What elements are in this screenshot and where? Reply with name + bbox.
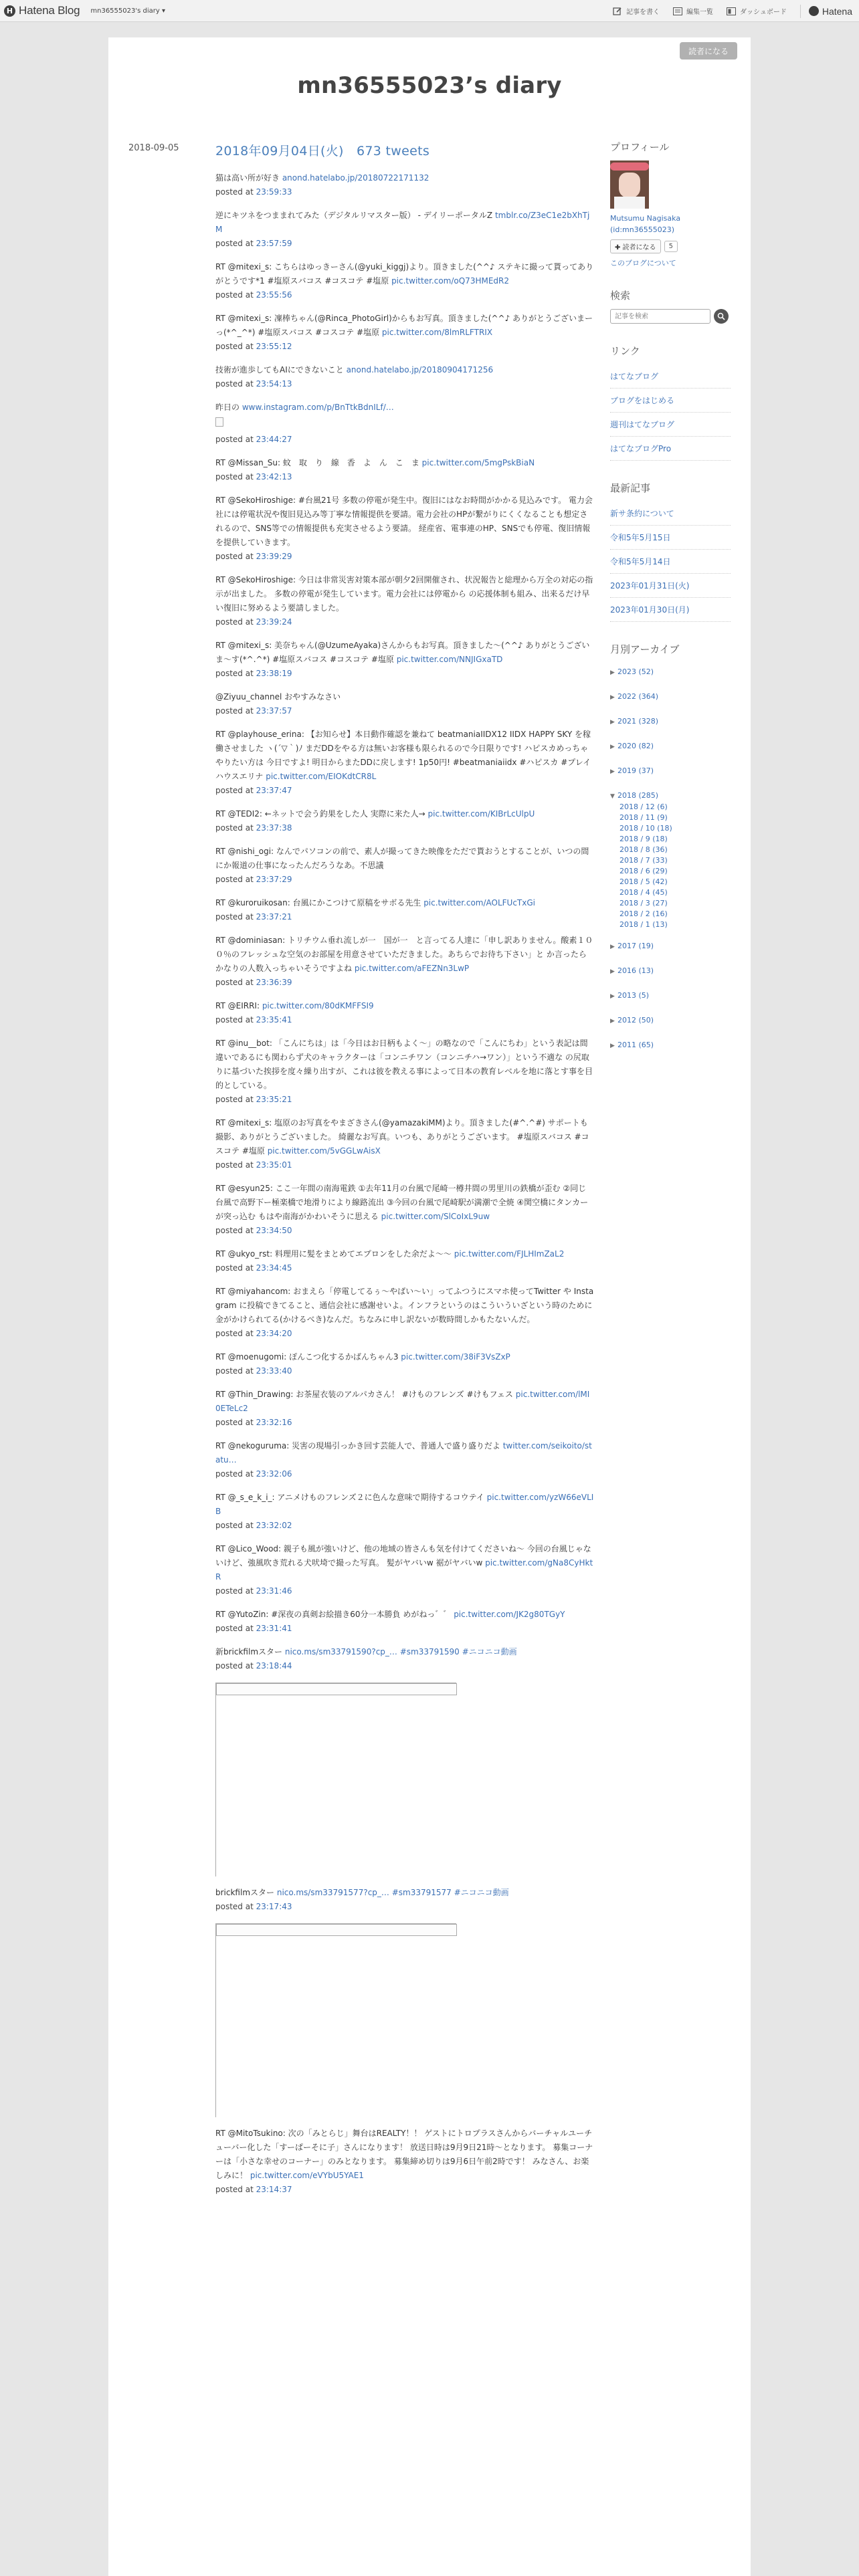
archive-month-link[interactable]: 2018 / 6 (29) (619, 867, 668, 875)
sidebar-link[interactable]: はてなブログ (610, 364, 731, 389)
tweet-text: @Ziyuu_channel おやすみなさい (215, 692, 341, 702)
tweet-link[interactable]: pic.twitter.com/5mgPskBiaN (421, 458, 535, 467)
recent-entry-link[interactable]: 2023年01月30日(月) (610, 598, 731, 622)
blog-selector[interactable]: mn36555023's diary ▾ (90, 7, 165, 15)
caret-right-icon[interactable]: ▶ (610, 1043, 615, 1049)
search-title: 検索 (610, 290, 631, 302)
tweet-text: RT @kuroruikosan: 台風にかこつけて原稿をサボる先生 (215, 898, 424, 907)
tweet-item (215, 260, 594, 302)
profile-id[interactable]: (id:mn36555023) (610, 225, 675, 234)
edit-list-button[interactable] (673, 6, 713, 16)
avatar[interactable] (610, 160, 649, 209)
hatena-logo-icon: H (4, 5, 15, 17)
archive-month-link[interactable]: 2018 / 8 (36) (619, 845, 668, 854)
search-row (610, 309, 731, 324)
tweet-text: RT @TEDI2: ←ネットで会う釣果をした人 実際に来た人→ (215, 809, 428, 819)
tweet-timestamp[interactable]: 23:37:21 (256, 912, 292, 922)
posted-label: posted at (215, 290, 256, 300)
tweet-link[interactable]: nico.ms/sm33791577?cp_… #sm33791577 #ニコニコ動画 (276, 1888, 509, 1897)
tweet-text: RT @Lico_Wood: 親子も風が強いけど、他の地域の皆さんも気を付けてくださいね〜 今回の台風じゃないけど、強風吹き荒れる犬吠埼で撮った写真。 髪がヤバいw 裾がヤバいw (215, 1544, 591, 1568)
tweet-text: RT @SekoHiroshige: 今日は非常災害対策本部が朝夕2回開催され、状況報告と総理から万全の対応の指示が出ました。 多数の停電が発生しています。電力会社には停電から の応援体制も組み、出来るだけ早い復旧に努めるよう要請しました。 (215, 575, 593, 613)
caret-right-icon[interactable]: ▶ (610, 1018, 615, 1025)
archive-year-label[interactable]: 2022 (364) (617, 692, 659, 701)
tweet-item (215, 1388, 594, 1430)
archive-year[interactable] (610, 1036, 731, 1061)
posted-label: posted at (215, 1226, 256, 1235)
archive-month-link[interactable]: 2018 / 10 (18) (619, 824, 672, 833)
tweet-link[interactable]: pic.twitter.com/JK2g80TGyY (454, 1610, 565, 1619)
posted-label: posted at (215, 1521, 256, 1530)
tweet-text: RT @mitexi_s: 凜棒ちゃん(@Rinca_PhotoGirl)からもお写真。頂きました(^^♪ ありがとうございまーっ(*^_^*) #塩原スバコス #コスコテ #塩原 (215, 314, 593, 337)
tweet-text: brickfilmスター (215, 1888, 277, 1897)
tweet-item (215, 2127, 594, 2197)
about-blog-link[interactable]: このブログについて (610, 259, 676, 267)
edit-list-label: 編集一覧 (686, 9, 714, 16)
tweet-link[interactable]: pic.twitter.com/5vGGLwAisX (267, 1146, 381, 1156)
recent-entry-link[interactable]: 2023年01月31日(火) (610, 574, 731, 598)
posted-label: posted at (215, 472, 256, 481)
posted-label: posted at (215, 786, 256, 795)
caret-down-icon[interactable]: ▼ (610, 793, 615, 800)
tweet-item (215, 1037, 594, 1107)
posted-label: posted at (215, 552, 256, 561)
tweet-timestamp[interactable]: 23:33:40 (256, 1366, 292, 1376)
tweet-link[interactable]: pic.twitter.com/KIBrLcUlpU (427, 809, 535, 819)
sidebar (610, 140, 731, 1081)
tweet-text: 逆にキツネをつままれてみた（デジタルリマスター版） - デイリーポータルZ (215, 211, 495, 220)
tweet-link[interactable]: pic.twitter.com/aFEZNn3LwP (354, 964, 470, 973)
archive-month-link[interactable]: 2018 / 3 (27) (619, 899, 668, 907)
tweet-item (215, 1491, 594, 1533)
tweet-text: RT @YutoZin: #深夜の真剣お絵描き60分一本勝負 めがねっ゛゛ (215, 1610, 454, 1619)
tweet-text: RT @_s_e_k_i_: アニメけものフレンズ２に色んな意味で期待するコウテイ (215, 1493, 487, 1502)
tweet-item (215, 494, 594, 564)
posted-label: posted at (215, 435, 256, 444)
archive-year-label[interactable]: 2016 (13) (617, 966, 654, 975)
tweet-text: 昨日の (215, 403, 242, 412)
tweet-link[interactable]: pic.twitter.com/8lmRLFTRIX (381, 328, 493, 337)
posted-label: posted at (215, 1418, 256, 1427)
posted-label: posted at (215, 1469, 256, 1479)
posted-label: posted at (215, 1263, 256, 1273)
tweet-link[interactable]: anond.hatelabo.jp/20180904171256 (346, 365, 494, 374)
archive-month-link[interactable]: 2018 / 7 (33) (619, 856, 668, 865)
tweet-text: RT @SekoHiroshige: #台風21号 多数の停電が発生中。復旧にはなお時間がかかる見込みです。 電力会社には停電状況や復旧見込み等丁寧な情報提供を要請。電力会社のHPが繋がりにくくなることも想定されるので、SNS等での情報提供も充実させるよう要請。 経産省、電事連のHP、SNSでも停電、復旧情報を提供していきます。 (215, 496, 593, 547)
posted-label: posted at (215, 669, 256, 678)
links-title: リンク (610, 345, 640, 357)
tweet-item (215, 807, 594, 835)
tweet-timestamp[interactable]: 23:44:27 (256, 435, 292, 444)
archive-year-label[interactable]: 2021 (328) (617, 717, 659, 726)
search-module (610, 288, 731, 324)
caret-right-icon[interactable]: ▶ (610, 669, 615, 676)
tweet-link[interactable]: pic.twitter.com/AOLFUcTxGi (423, 898, 535, 907)
blog-container (108, 37, 751, 2576)
tweet-item (215, 934, 594, 990)
caret-right-icon[interactable]: ▶ (610, 719, 615, 726)
caret-right-icon[interactable]: ▶ (610, 744, 615, 750)
tweet-timestamp[interactable]: 23:36:39 (256, 978, 292, 987)
recent-entry-link[interactable]: 令和5年5月14日 (610, 550, 731, 574)
tweet-text: 技術が進歩してもAIにできないこと (215, 365, 347, 374)
tweet-timestamp[interactable]: 23:32:02 (256, 1521, 292, 1530)
posted-label: posted at (215, 2185, 256, 2194)
tweet-text: RT @moenugomi: ぽんこつ化するかばんちゃん3 (215, 1352, 401, 1362)
tweet-timestamp[interactable]: 23:54:13 (256, 379, 292, 389)
archive-month-link[interactable]: 2018 / 4 (45) (619, 888, 668, 897)
posted-label: posted at (215, 823, 256, 833)
posted-label: posted at (215, 342, 256, 351)
tweet-item (215, 1886, 594, 1914)
tweet-timestamp[interactable]: 23:37:57 (256, 706, 292, 716)
archive-year[interactable] (610, 737, 731, 762)
tweet-item (215, 728, 594, 798)
tweet-link[interactable]: pic.twitter.com/eVYbU5YAE1 (250, 2171, 364, 2180)
posted-label: posted at (215, 379, 256, 389)
tweet-timestamp[interactable]: 23:39:24 (256, 617, 292, 627)
divider (800, 5, 801, 18)
embedded-video-frame[interactable] (215, 1683, 456, 1876)
tweet-item (215, 363, 594, 391)
tweet-item (215, 1247, 594, 1275)
posted-label: posted at (215, 912, 256, 922)
embedded-frame-bar (216, 1924, 457, 1936)
list-icon (673, 7, 682, 15)
tweet-timestamp[interactable]: 23:32:16 (256, 1418, 292, 1427)
sidebar-link[interactable]: はてなブログPro (610, 437, 731, 461)
brand-name: Hatena Blog (19, 4, 80, 17)
profile-title: プロフィール (610, 141, 670, 153)
tweet-item (215, 1116, 594, 1172)
tweet-text: RT @MitoTsukino: 次の「みとらじ」舞台はREALTY！！ ゲストにトロプラスさんからバーチャルユーチューバー化した「すーぱーそに子」さんになります！ 放送日時は9月9日21時〜となります。 募集コーナーは「小さな幸せのコーナー」のみとなります。 募集締め切りは9月6日午前2時です！ みなさん、お楽しみに！ (215, 2129, 593, 2180)
search-icon (717, 312, 725, 320)
sidebar-subscribe-button[interactable]: ✚ 読者になる (610, 239, 661, 253)
blog-title[interactable]: mn36555023’s diary (297, 72, 562, 99)
tweet-timestamp[interactable]: 23:31:41 (256, 1624, 292, 1633)
subscribe-button[interactable]: 読者になる (680, 42, 737, 60)
tweet-item (215, 1608, 594, 1636)
tweet-timestamp[interactable]: 23:37:38 (256, 823, 292, 833)
tweet-item (215, 999, 594, 1027)
archive-title: 月別アーカイブ (610, 643, 680, 655)
recent-list (610, 502, 731, 622)
tweet-text: RT @esyun25: ここ一年間の南海電鉄 ①去年11月の台風で尾崎一樽井間の男里川の鉄橋が歪む ②同じ台風で高野下ー極楽橋で地滑りにより線路流出 ③今回の台風で尾崎駅が満潮で全焼 ④関空橋にタンカーが突っ込む もはや南海がかわいそうに思える (215, 1184, 589, 1221)
tweet-list (215, 171, 594, 2197)
sidebar-link[interactable]: 週刊はてなブログ (610, 413, 731, 437)
tweet-link[interactable]: tmblr.co/Z3eC1e2bXhTjM (215, 211, 590, 234)
tweet-timestamp[interactable]: 23:55:56 (256, 290, 292, 300)
tweet-item (215, 456, 594, 484)
tweet-item (215, 690, 594, 718)
global-header (0, 0, 859, 22)
embedded-video-frame[interactable] (215, 1923, 456, 2117)
caret-right-icon[interactable]: ▶ (610, 694, 615, 701)
tweet-timestamp[interactable]: 23:57:59 (256, 239, 292, 248)
tweet-item (215, 573, 594, 629)
tweet-timestamp[interactable]: 23:42:13 (256, 472, 292, 481)
tweet-item (215, 312, 594, 354)
tweet-item (215, 896, 594, 924)
posted-label: posted at (215, 1015, 256, 1025)
archive-module (610, 642, 731, 1061)
tweet-link[interactable]: pic.twitter.com/SlCoIxL9uw (381, 1212, 490, 1221)
posted-label: posted at (215, 617, 256, 627)
posted-label: posted at (215, 1329, 256, 1338)
write-entry-button[interactable] (613, 6, 660, 16)
hatena-account-button[interactable] (809, 6, 852, 17)
archive-year[interactable] (610, 962, 731, 986)
profile-name[interactable]: Mutsumu Nagisaka (610, 214, 681, 223)
posted-label: posted at (215, 187, 256, 197)
entry-date: 2018-09-05 (128, 143, 179, 153)
tweet-timestamp[interactable]: 23:35:01 (256, 1160, 292, 1170)
tweet-timestamp[interactable]: 23:17:43 (256, 1902, 292, 1911)
tweet-text: RT @dominiasan: トリチウム垂れ流しが一 国が一 と言ってる人達に「申し訳ありません。酸素１００％のフレッシュな空気のお部屋を用意させていただきました。あちらでお待ち下さい」と か言ったらかなりの人数入っちゃいそうですよね (215, 936, 593, 973)
tweet-link[interactable]: pic.twitter.com/lMI0ETeLc2 (215, 1390, 590, 1413)
posted-label: posted at (215, 875, 256, 884)
tweet-link[interactable]: pic.twitter.com/yzW66eVLIB (215, 1493, 594, 1516)
tweet-link[interactable]: pic.twitter.com/80dKMFFSI9 (262, 1001, 374, 1010)
archive-year-label[interactable]: 2018 (285) (617, 791, 659, 800)
embedded-frame-bar (216, 1683, 457, 1695)
posted-label: posted at (215, 1624, 256, 1633)
account-label: Hatena (822, 5, 852, 17)
tweet-timestamp[interactable]: 23:34:45 (256, 1263, 292, 1273)
tweet-timestamp[interactable]: 23:34:20 (256, 1329, 292, 1338)
archive-list (610, 663, 731, 1061)
posted-label: posted at (215, 1160, 256, 1170)
archive-month-link[interactable]: 2018 / 12 (6) (619, 802, 668, 811)
posted-label: posted at (215, 1586, 256, 1596)
entry-content (215, 141, 594, 2206)
archive-year[interactable] (610, 786, 731, 937)
entry-title[interactable]: 2018年09月04日(火) 673 tweets (215, 144, 430, 158)
archive-year[interactable] (610, 663, 731, 687)
tweet-link[interactable]: anond.hatelabo.jp/20180722171132 (282, 173, 430, 183)
posted-label: posted at (215, 1366, 256, 1376)
posted-label: posted at (215, 1902, 256, 1911)
tweet-timestamp[interactable]: 23:37:47 (256, 786, 292, 795)
tweet-link[interactable]: pic.twitter.com/gNa8CyHktR (215, 1558, 593, 1582)
tweet-text: RT @mitexi_s: こちらはゆっきーさん(@yuki_kiggj)より。頂きました(^^♪ ステキに撮って貰ってありがとうです*1 #塩原スバコス #コスコテ #塩原 (215, 262, 594, 286)
tweet-link[interactable]: pic.twitter.com/NNJIGxaTD (396, 655, 503, 664)
archive-year-label[interactable]: 2011 (65) (617, 1041, 654, 1049)
archive-year[interactable] (610, 937, 731, 962)
tweet-timestamp[interactable]: 23:37:29 (256, 875, 292, 884)
archive-year-label[interactable]: 2023 (52) (617, 667, 654, 676)
posted-label: posted at (215, 1661, 256, 1671)
archive-months (619, 802, 731, 930)
tweet-link[interactable]: pic.twitter.com/FJLHImZaL2 (454, 1249, 565, 1259)
tweet-text: RT @ukyo_rst: 料理用に髪をまとめてエプロンをした余だよ〜〜 (215, 1249, 454, 1259)
tweet-item (215, 209, 594, 251)
tweet-item (215, 1285, 594, 1341)
search-button[interactable] (714, 309, 729, 324)
tweet-text: RT @mitexi_s: 塩原のお写真をやまざきさん(@yamazakiMM)より。頂きました(#^.^#) サポートも撮影、ありがとうございました。 綺麗なお写真。いつも、ありがとうございます。 #塩原スバコス #コスコテ #塩原 (215, 1118, 589, 1156)
caret-right-icon[interactable]: ▶ (610, 968, 615, 975)
tweet-text: RT @nishi_ogi: なんでパソコンの前で、素人が撮ってきた映像をただで貰おうとすることが、いつの間にか報道の仕事になったんだろうなあ。不思議 (215, 847, 589, 870)
tweet-item (215, 1542, 594, 1598)
pencil-icon (613, 7, 622, 16)
caret-right-icon[interactable]: ▶ (610, 768, 615, 775)
tweet-timestamp[interactable]: 23:35:21 (256, 1095, 292, 1104)
recent-module (610, 481, 731, 622)
archive-year[interactable] (610, 687, 731, 712)
tweet-text: RT @playhouse_erina: 【お知らせ】本日動作確認を兼ねて beatmaniaIIDX12 IIDX HAPPY SKY を稼働させました ヽ(´▽｀)ﾉ まだDDをやる方は無いお客様も限られるので今日限りです! ハピスカめっちゃやりたい方は 今日ですよ! 明日からまたDDに戻します! 1p50円! #beatmaniaiidx #ハピスカ #プレイハウスエリナ (215, 730, 591, 781)
archive-year[interactable] (610, 986, 731, 1011)
archive-year[interactable] (610, 762, 731, 786)
tweet-link[interactable]: pic.twitter.com/EIOKdtCR8L (266, 772, 377, 781)
caret-right-icon[interactable]: ▶ (610, 993, 615, 1000)
tweet-timestamp[interactable]: 23:18:44 (256, 1661, 292, 1671)
archive-year-label[interactable]: 2012 (50) (617, 1016, 654, 1025)
posted-label: posted at (215, 1095, 256, 1104)
archive-year[interactable] (610, 712, 731, 737)
tweet-link[interactable]: twitter.com/seikoito/statu… (215, 1441, 592, 1465)
archive-year-label[interactable]: 2017 (19) (617, 942, 654, 950)
tweet-text: RT @inu__bot: 「こんにちは」は「今日はお日柄もよく〜」の略なので「こんにちわ」という表記は間違いであるにも関わらず犬のキャラクターは「コンニチワン（コンニチハ→ワン）」という不適な の尻取りに基づいた挨拶を度々繰り出すが、これは彼を教える事によって日本の教育レベルを地に落とす事を目的としている。 (215, 1039, 593, 1090)
tweet-item (215, 845, 594, 887)
links-module (610, 344, 731, 461)
tweet-timestamp[interactable]: 23:34:50 (256, 1226, 292, 1235)
dashboard-button[interactable] (727, 6, 787, 16)
tweet-text: RT @Missan_Su: 蚊 取 り 線 香 よ ん こ ま (215, 458, 422, 467)
broken-image-icon (215, 417, 223, 427)
tweet-item (215, 1182, 594, 1238)
archive-month-link[interactable]: 2018 / 9 (18) (619, 835, 668, 843)
archive-year-label[interactable]: 2020 (82) (617, 742, 654, 750)
tweet-text: 猫は高い所が好き (215, 173, 282, 183)
tweet-timestamp[interactable]: 23:39:29 (256, 552, 292, 561)
subscribe-row (610, 239, 731, 253)
recent-entry-link[interactable]: 令和5年5月15日 (610, 526, 731, 550)
tweet-text: 新brickfilmスター (215, 1647, 285, 1656)
tweet-timestamp[interactable]: 23:31:46 (256, 1586, 292, 1596)
tweet-text: RT @nekoguruma: 災害の現場引っかき回す芸能人で、普通人で盛り盛りだよ (215, 1441, 503, 1451)
tweet-timestamp[interactable]: 23:38:19 (256, 669, 292, 678)
tweet-text: RT @EIRRI: (215, 1001, 262, 1010)
tweet-item (215, 1645, 594, 1673)
archive-year-label[interactable]: 2019 (37) (617, 766, 654, 775)
tweet-item (215, 401, 594, 447)
tweet-text: RT @Thin_Drawing: お茶屋衣装のアルパカさん！ #けものフレンズ #けもフェス (215, 1390, 516, 1399)
archive-year-label[interactable]: 2013 (5) (617, 991, 650, 1000)
archive-month-link[interactable]: 2018 / 11 (9) (619, 813, 668, 822)
tweet-timestamp[interactable]: 23:35:41 (256, 1015, 292, 1025)
archive-month-link[interactable]: 2018 / 5 (42) (619, 877, 668, 886)
tweet-text: RT @miyahancom: おまえら「停電してるぅ〜やばい〜い」ってふつうにスマホ使ってTwitter や Instagram に投稿できてること、通信会社に感謝せいよ。インフラというのはこういういざという時のために金がかけられてる(かけるべき)なんだ。ちなみに申し訳ないが数時間しかもたないんだ。 (215, 1287, 594, 1324)
dashboard-label: ダッシュボード (740, 9, 787, 16)
archive-month-link[interactable]: 2018 / 1 (13) (619, 920, 668, 929)
links-list (610, 364, 731, 461)
tweet-link[interactable]: nico.ms/sm33791590?cp_… #sm33791590 #ニコニコ動画 (284, 1647, 517, 1656)
tweet-text: RT @mitexi_s: 美奈ちゃん(@UzumeAyaka)さんからもお写真。頂きました〜(^^♪ ありがとうございま〜す(*^.^*) #塩原スバコス #コスコテ #塩原 (215, 641, 590, 664)
posted-label: posted at (215, 978, 256, 987)
account-avatar-icon (809, 6, 819, 16)
archive-year[interactable] (610, 1011, 731, 1036)
recent-title: 最新記事 (610, 482, 651, 494)
tweet-item (215, 639, 594, 681)
dashboard-icon (727, 7, 736, 15)
tweet-timestamp[interactable]: 23:59:33 (256, 187, 292, 197)
tweet-timestamp[interactable]: 23:14:37 (256, 2185, 292, 2194)
sidebar-link[interactable]: ブログをはじめる (610, 389, 731, 413)
tweet-item (215, 171, 594, 199)
tweet-link[interactable]: pic.twitter.com/38iF3VsZxP (401, 1352, 510, 1362)
posted-label: posted at (215, 239, 256, 248)
tweet-item (215, 1350, 594, 1378)
tweet-item (215, 1439, 594, 1481)
tweet-link[interactable]: www.instagram.com/p/BnTtkBdnILf/… (242, 403, 394, 412)
profile-module (610, 140, 731, 268)
search-input[interactable] (610, 309, 710, 324)
tweet-link[interactable]: pic.twitter.com/oQ73HMEdR2 (391, 276, 509, 286)
posted-label: posted at (215, 706, 256, 716)
global-header-actions (613, 0, 852, 22)
recent-entry-link[interactable]: 新サ条約について (610, 502, 731, 526)
write-entry-label: 記事を書く (626, 9, 660, 16)
tweet-timestamp[interactable]: 23:55:12 (256, 342, 292, 351)
tweet-timestamp[interactable]: 23:32:06 (256, 1469, 292, 1479)
hatena-blog-logo[interactable] (4, 4, 80, 17)
archive-month-link[interactable]: 2018 / 2 (16) (619, 909, 668, 918)
caret-right-icon[interactable]: ▶ (610, 944, 615, 950)
subscriber-count[interactable]: 5 (664, 241, 678, 252)
